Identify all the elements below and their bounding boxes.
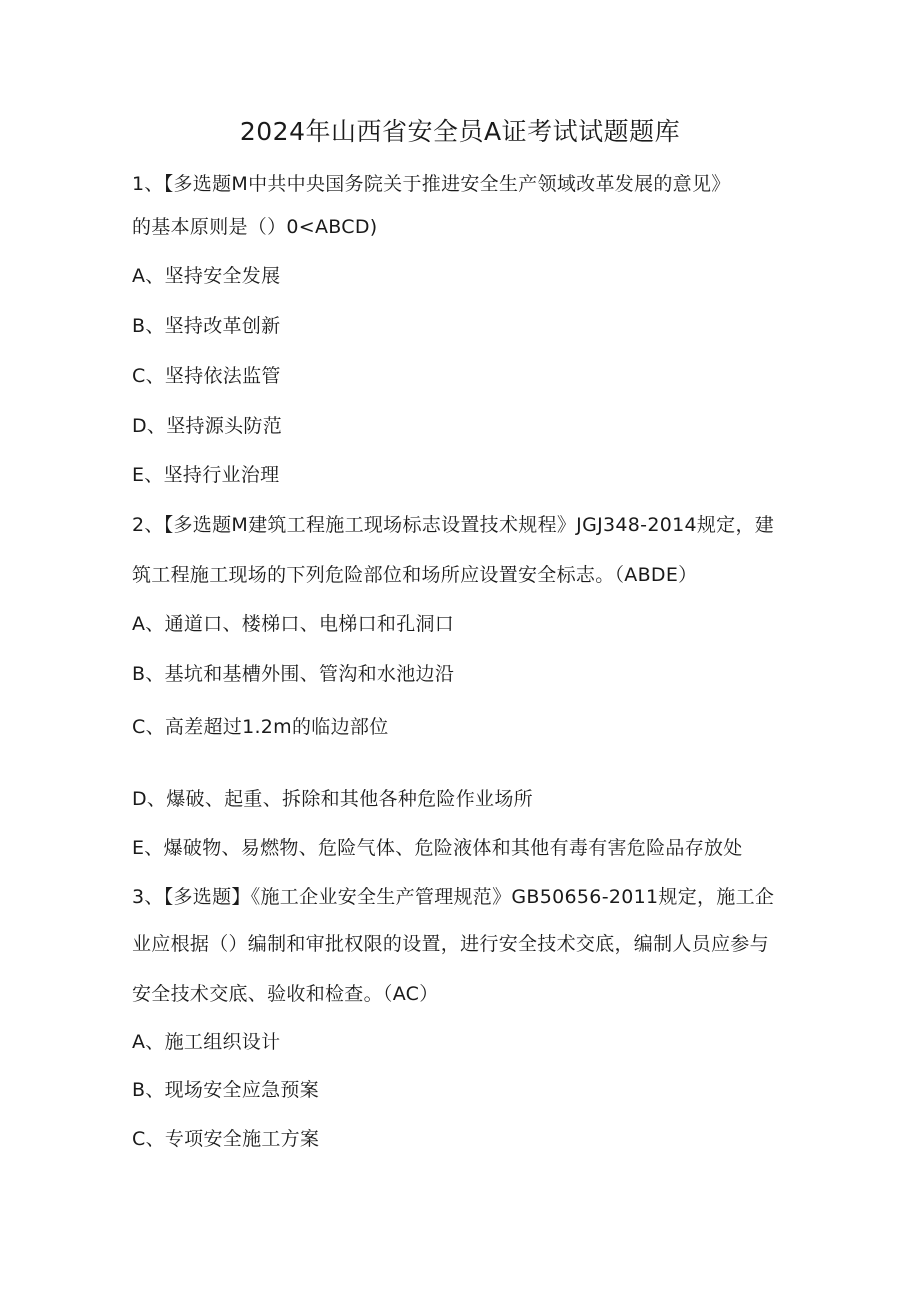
question-1-line-2: 的基本原则是（）0<ABCD) [132, 216, 378, 238]
question-1-option-c: C、坚持依法监管 [132, 365, 281, 387]
question-3-line-3: 安全技术交底、验收和检查。（AC） [132, 983, 439, 1005]
question-3-option-c: C、专项安全施工方案 [132, 1128, 320, 1150]
question-2-option-e: E、爆破物、易燃物、危险气体、危险液体和其他有毒有害危险品存放处 [132, 837, 743, 859]
question-1-option-a: A、坚持安全发展 [132, 265, 281, 287]
question-2-option-a: A、通道口、楼梯口、电梯口和孔洞口 [132, 613, 455, 635]
question-2-line-2: 筑工程施工现场的下列危险部位和场所应设置安全标志。（ABDE） [132, 564, 698, 586]
question-2-line-1: 2、【多选题M建筑工程施工现场标志设置技术规程》JGJ348-2014规定，建 [132, 514, 775, 536]
question-3-option-b: B、现场安全应急预案 [132, 1079, 320, 1101]
question-2-option-c: C、高差超过1.2m的临边部位 [132, 716, 389, 738]
question-1-option-d: D、坚持源头防范 [132, 415, 283, 437]
question-3-option-a: A、施工组织设计 [132, 1031, 281, 1053]
question-2-option-b: B、基坑和基槽外围、管沟和水池边沿 [132, 663, 455, 685]
question-1-line-1: 1、【多选题M中共中央国务院关于推进安全生产领域改革发展的意见》 [132, 173, 731, 195]
question-3-line-1: 3、【多选题】《施工企业安全生产管理规范》GB50656-2011规定，施工企 [132, 886, 775, 908]
question-3-line-2: 业应根据（）编制和审批权限的设置，进行安全技术交底，编制人员应参与 [132, 933, 769, 955]
question-1-option-b: B、坚持改革创新 [132, 315, 281, 337]
question-2-option-d: D、爆破、起重、拆除和其他各种危险作业场所 [132, 788, 533, 810]
question-1-option-e: E、坚持行业治理 [132, 464, 280, 486]
document-title: 2024年山西省安全员A证考试试题题库 [239, 117, 681, 146]
